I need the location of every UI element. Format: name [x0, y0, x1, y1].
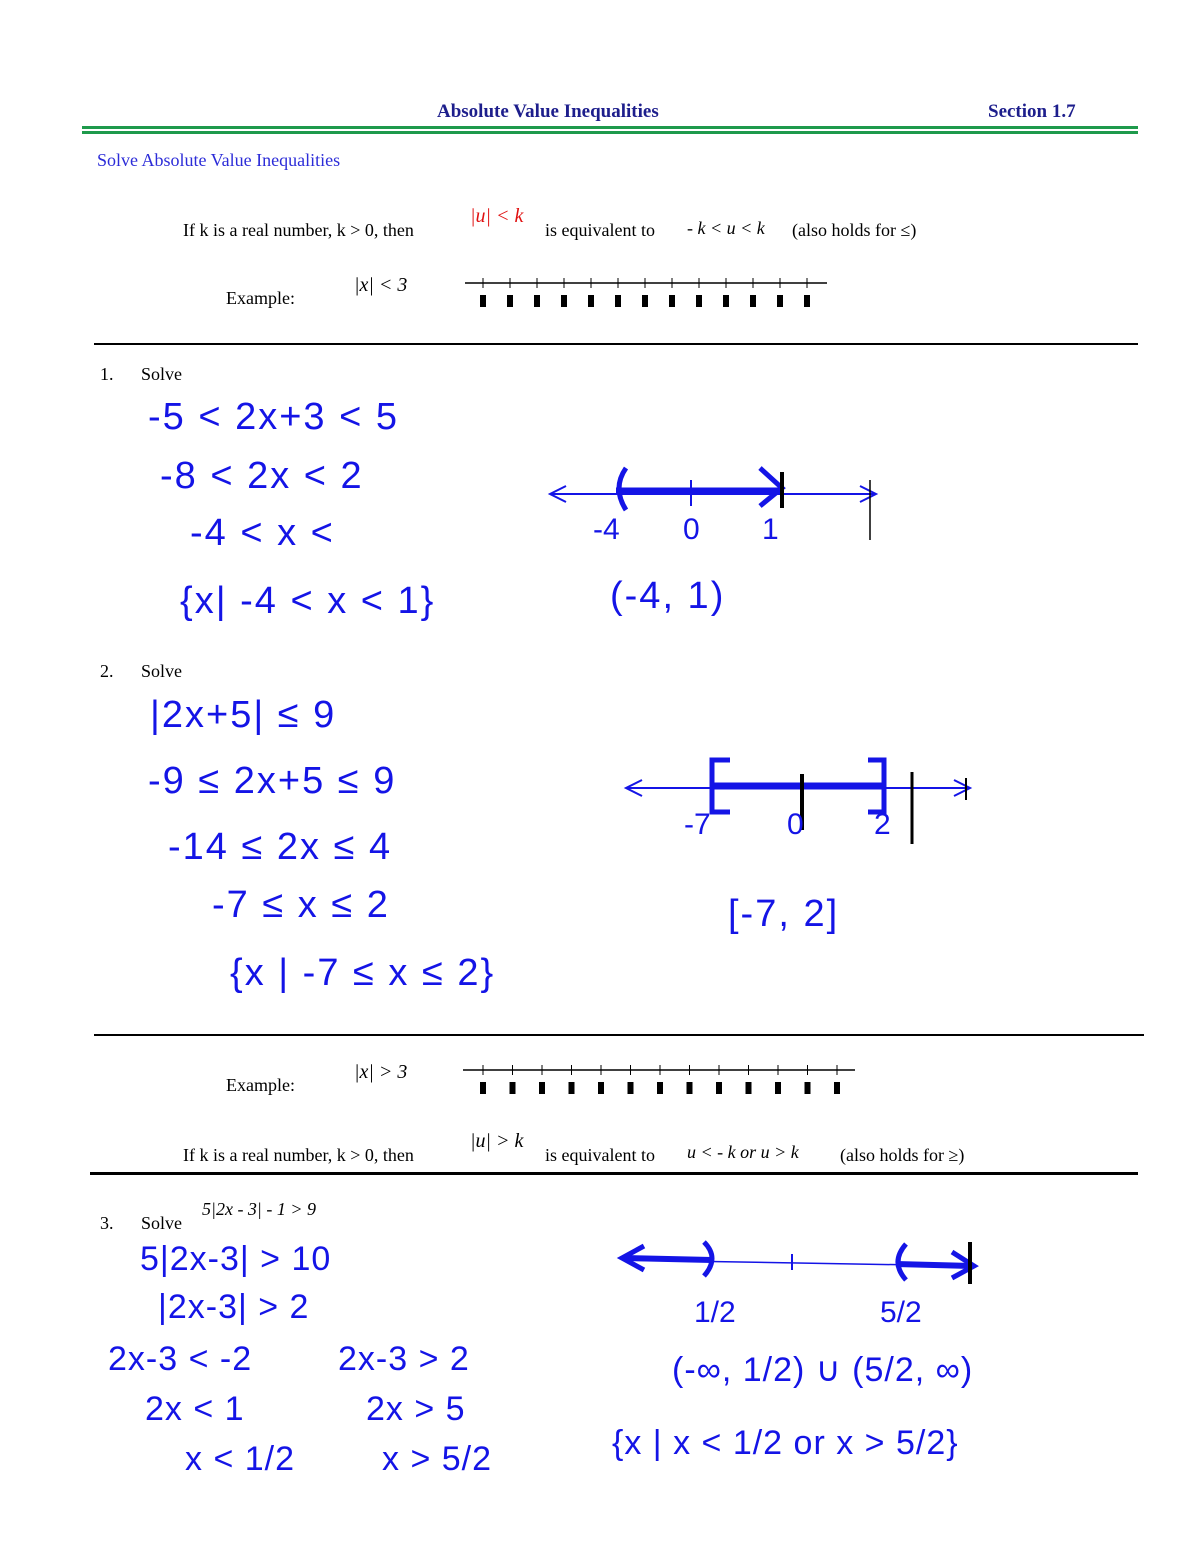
example1-label: Example:: [226, 288, 295, 308]
rule-greater-prefix: If k is a real number, k > 0, then: [183, 1145, 414, 1165]
problem3-step-8: x > 5/2: [382, 1440, 493, 1478]
example1-label-box: [588, 295, 594, 307]
problem1-tick-neg4: -4: [593, 513, 620, 546]
problem3-tick-five-halves: 5/2: [880, 1296, 922, 1329]
example2-label-box: [598, 1082, 604, 1094]
problem3-number-line: [618, 1236, 988, 1296]
example1-label-box: [696, 295, 702, 307]
problem3-solution-set: {x | x < 1/2 or x > 5/2}: [612, 1424, 959, 1462]
example1-label-box: [534, 295, 540, 307]
example1-expr: |x| < 3: [354, 274, 408, 296]
problem1-step-3: -4 < x <: [190, 512, 335, 554]
problem3-label: Solve: [141, 1213, 183, 1233]
header-rule-top: [82, 126, 1138, 129]
example1-label-box: [507, 295, 513, 307]
section-heading: Solve Absolute Value Inequalities: [97, 150, 341, 170]
example2-label-box: [716, 1082, 722, 1094]
example2-label-box: [687, 1082, 693, 1094]
problem1-label: Solve: [141, 364, 183, 384]
example1-label-box: [804, 295, 810, 307]
problem2-step-2: -9 ≤ 2x+5 ≤ 9: [148, 760, 397, 802]
example2-label: Example:: [226, 1075, 295, 1095]
problem3-step-3: 2x-3 < -2: [108, 1340, 253, 1378]
problem3-step-7: 2x > 5: [366, 1390, 466, 1428]
problem1-step-4: {x| -4 < x < 1}: [180, 580, 436, 622]
problem1-tick-0: 0: [683, 513, 700, 546]
example2-label-box: [569, 1082, 575, 1094]
problem2-step-1: |2x+5| ≤ 9: [150, 694, 337, 736]
rule-greater-lhs: |u| > k: [470, 1130, 524, 1152]
page-title: Absolute Value Inequalities: [437, 101, 659, 122]
example1-label-box: [750, 295, 756, 307]
rule-greater-rhs: u < - k or u > k: [687, 1142, 799, 1162]
rule-less-lhs: |u| < k: [470, 205, 524, 227]
problem1-step-1: -5 < 2x+3 < 5: [148, 396, 399, 438]
problem3-step-5: x < 1/2: [185, 1440, 296, 1478]
problem3-expr: 5|2x - 3| - 1 > 9: [202, 1199, 317, 1219]
example2-label-box: [480, 1082, 486, 1094]
divider-1: [94, 343, 1138, 345]
example2-label-box: [628, 1082, 634, 1094]
problem2-tick-0: 0: [787, 808, 804, 841]
example1-label-box: [777, 295, 783, 307]
problem1-step-2: -8 < 2x < 2: [160, 455, 364, 497]
example2-label-box: [775, 1082, 781, 1094]
problem3-step-1: 5|2x-3| > 10: [140, 1240, 332, 1278]
problem2-step-3: -14 ≤ 2x ≤ 4: [168, 826, 393, 868]
rule-less-mid: is equivalent to: [545, 220, 655, 240]
header-rule-bottom: [82, 131, 1138, 134]
problem2-answer: [-7, 2]: [728, 893, 840, 935]
example1-label-box: [723, 295, 729, 307]
example2-expr: |x| > 3: [354, 1061, 408, 1083]
example2-label-box: [539, 1082, 545, 1094]
example1-label-box: [480, 295, 486, 307]
problem1-number: 1.: [100, 364, 114, 384]
example2-label-box: [657, 1082, 663, 1094]
rule-less-rhs: - k < u < k: [687, 218, 765, 238]
example1-label-box: [615, 295, 621, 307]
example2-label-box: [746, 1082, 752, 1094]
problem2-step-5: {x | -7 ≤ x ≤ 2}: [230, 952, 496, 994]
problem2-step-4: -7 ≤ x ≤ 2: [212, 884, 390, 926]
problem3-number: 3.: [100, 1213, 114, 1233]
problem3-answer: (-∞, 1/2) ∪ (5/2, ∞): [672, 1351, 974, 1389]
problem2-tick-neg7: -7: [684, 808, 711, 841]
problem2-number: 2.: [100, 661, 114, 681]
section-number: Section 1.7: [988, 101, 1076, 122]
example2-label-box: [510, 1082, 516, 1094]
divider-2: [94, 1034, 1144, 1036]
example2-label-box: [834, 1082, 840, 1094]
problem1-answer: (-4, 1): [610, 575, 726, 617]
rule-greater-suffix: (also holds for ≥): [840, 1145, 965, 1165]
example1-label-box: [642, 295, 648, 307]
example1-label-box: [561, 295, 567, 307]
example1-label-box: [669, 295, 675, 307]
problem3-tick-half: 1/2: [694, 1296, 736, 1329]
divider-3: [90, 1172, 1138, 1175]
problem3-step-4: 2x < 1: [145, 1390, 245, 1428]
problem3-step-2: |2x-3| > 2: [158, 1288, 310, 1326]
rule-less-suffix: (also holds for ≤): [792, 220, 917, 240]
problem2-label: Solve: [141, 661, 183, 681]
example1-number-line: [465, 275, 830, 315]
rule-less-prefix: If k is a real number, k > 0, then: [183, 220, 414, 240]
rule-greater-mid: is equivalent to: [545, 1145, 655, 1165]
example2-number-line: [463, 1062, 858, 1102]
problem3-step-6: 2x-3 > 2: [338, 1340, 470, 1378]
problem2-tick-2: 2: [874, 808, 891, 841]
problem1-tick-1: 1: [762, 513, 779, 546]
example2-label-box: [805, 1082, 811, 1094]
